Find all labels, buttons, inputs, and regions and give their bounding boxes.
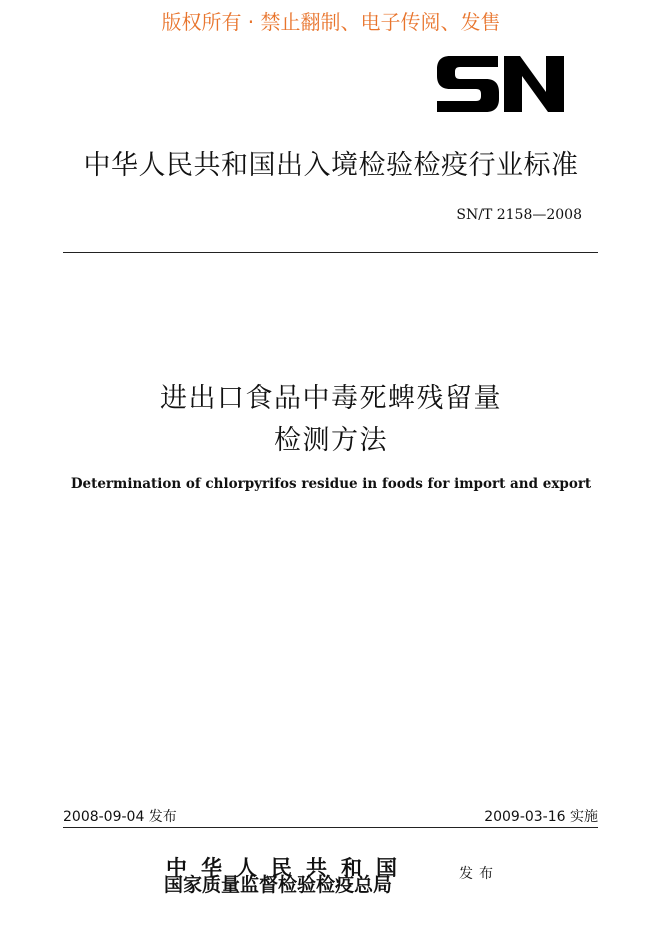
standard-category-title: 中华人民共和国出入境检验检疫行业标准	[83, 150, 579, 181]
document-title-cn-line1: 进出口食品中毒死蜱残留量	[160, 383, 502, 414]
publish-label: 发布	[459, 866, 499, 882]
sn-logo	[436, 52, 566, 116]
standard-number: SN/T 2158—2008	[456, 207, 582, 223]
implementation-date: 2009-03-16 实施	[484, 809, 598, 825]
issue-date: 2008-09-04 发布	[63, 809, 177, 825]
bottom-divider	[63, 827, 598, 828]
issuer-line2: 国家质量监督检验检疫总局	[164, 874, 393, 896]
copyright-text: 版权所有 · 禁止翻制、电子传阅、发售	[161, 10, 501, 34]
copyright-notice	[0, 6, 662, 35]
issuer-line1: 中华人民共和国	[166, 855, 411, 880]
sn-logo-mark	[436, 52, 566, 116]
top-divider	[63, 252, 598, 253]
document-title-cn-line2: 检测方法	[274, 425, 388, 456]
document-title-en: Determination of chlorpyrifos residue in foods for import and export	[70, 476, 592, 492]
